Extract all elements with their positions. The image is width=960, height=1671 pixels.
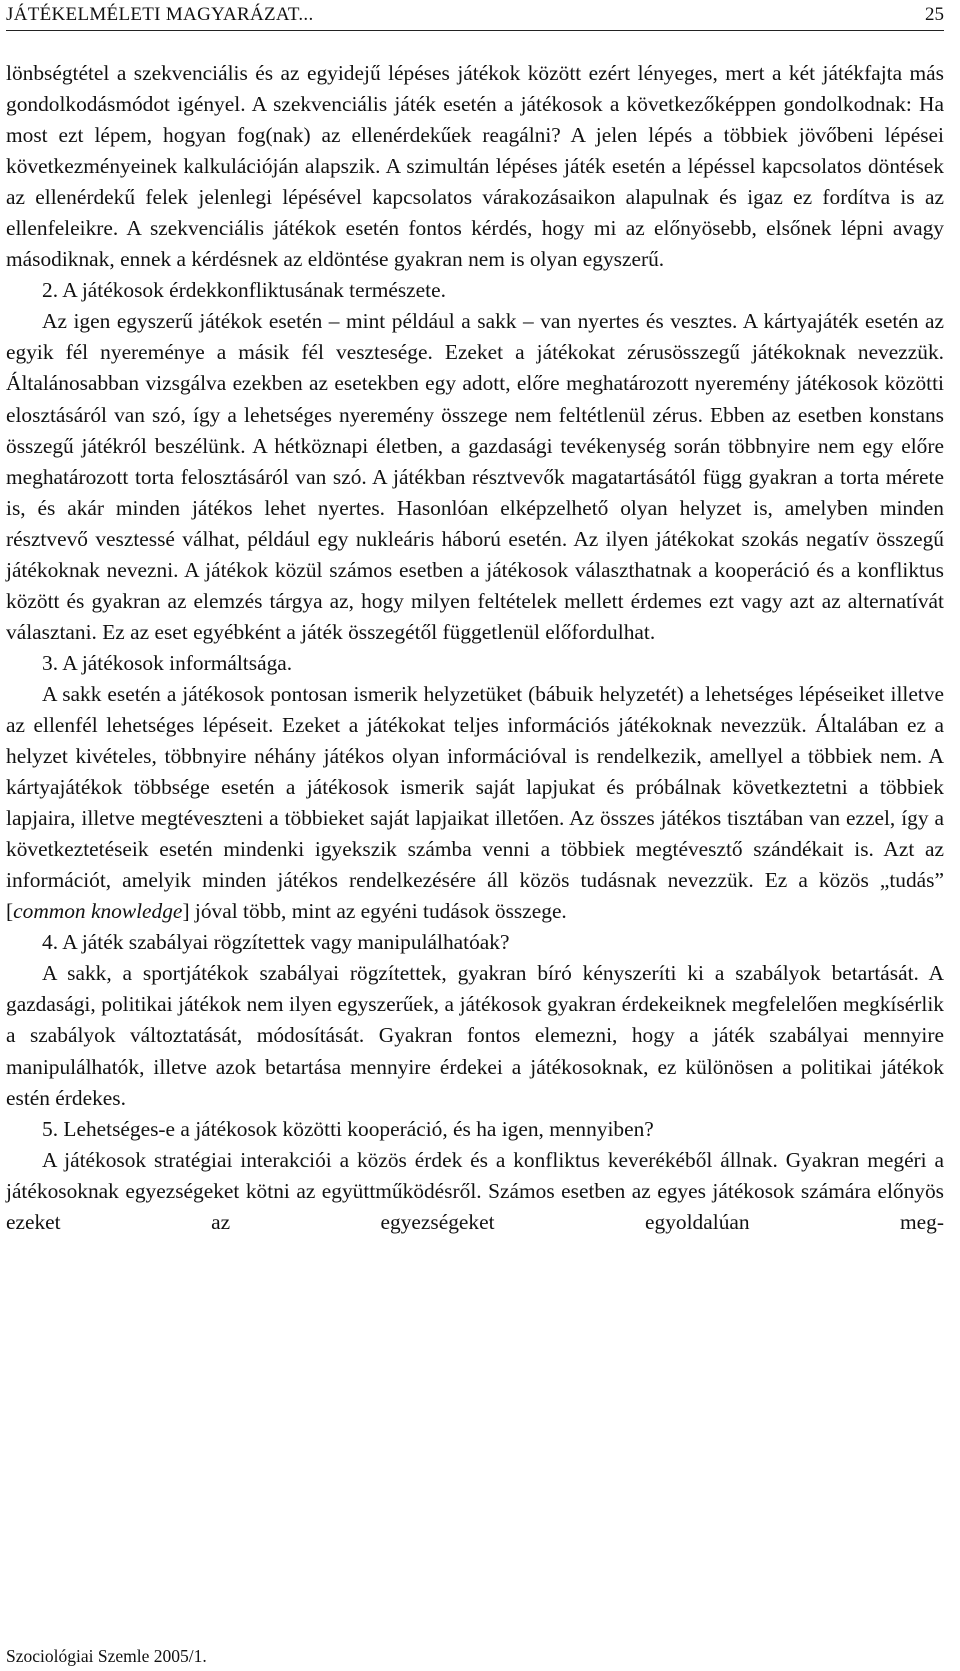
paragraph-information-text: A sakk esetén a játékosok pontosan ismerik helyzetüket (bábuik helyzetét) a lehetséges lépéseiket illetve az ellenfél lehetséges lépéseit. Ezeket a játékokat teljes információs játékoknak nevezzük. Általában ez a helyzet kivételes, többnyire néhány játékos olyan információval is rendelkezik, amellyel a többiek nem. A kártyajátékok többsége esetén a játékosok ismerik saját lapjukat és próbálnak következtetni a többiek lapjaira, illetve megtéveszteni a többieket saját lapjaikat illetően. Az összes játékos tisztában van ezzel, így a következtetéseik esetén mindenki igyekszik számba venni a többiek megtévesztő szándékait is. Azt az információt, amelyik minden játékos rendelkezésére áll közös tudásnak nevezzük. Ez a közös „tudás” [	[6, 681, 944, 924]
section-heading-3: 3. A játékosok informáltsága.	[42, 650, 293, 675]
paragraph-information	[6, 679, 944, 927]
journal-footer: Szociológiai Szemle 2005/1.	[6, 1646, 207, 1666]
paragraph-conflict: Az igen egyszerű játékok esetén – mint például a sakk – van nyertes és vesztes. A kártyajáték esetén az egyik fél nyereménye a másik fél vesztesége. Ezeket a játékokat zérusösszegű játékoknak nevezzük. Általánosabban vizsgálva ezekben az esetekben egy adott, előre meghatározott nyeremény játékosok közötti elosztásáról van szó, így a lehetséges nyeremény összege nem feltétlenül zérus. Ebben az esetben konstans összegű játékról beszélünk. A hétköznapi életben, a gazdasági tevékenység során többnyire nem egy előre meghatározott torta felosztásáról van szó. A játékban résztvevők magatartásától függ gyakran a torta mérete is, és akár minden játékos lehet nyertes. Hasonlóan elképzelhető olyan helyzet is, amelyben minden résztvevő vesztessé válhat, például egy nukleáris háború esetén. Az ilyen játékokat szokás negatív összegű játékoknak nevezni. A játékok közül számos esetben a játékosok választhatnak a kooperáció és a konfliktus között és gyakran az elemzés tárgya az, hogy milyen feltételek mellett érdemes ezt vagy azt az alternatívát választani. Ez az eset egyébként a játék összegétől függetlenül előfordulhat.	[6, 309, 944, 644]
paragraph-rules: A sakk, a sportjátékok szabályai rögzítettek, gyakran bíró kényszeríti ki a szabályok betartását. A gazdasági, politikai játékok nem ilyen egyszerűek, a játékosok gyakran érdekeiknek megfelelően megkísérlik a szabályok változtatását, módosítását. Gyakran fontos elemezni, hogy a játék szabályai mennyire manipulálhatók, illetve azok betartása mennyire érdekei a játékosoknak, ez különösen a politikai játékok estén érdekes.	[6, 961, 944, 1110]
paragraph-information-text-end: ] jóval több, mint az egyéni tudások összege.	[182, 899, 567, 924]
running-header	[6, 2, 944, 31]
paragraph-cooperation: A játékosok stratégiai interakciói a közös érdek és a konfliktus keverékéből állnak. Gyakran megéri a játékosoknak egyezségeket kötni az együttműködésről. Számos esetben az egyes játékosok számára előnyös ezeket az egyezségeket egyoldalúan meg-	[6, 1147, 944, 1234]
body-text	[6, 58, 944, 1238]
section-heading-2: 2. A játékosok érdekkonfliktusának természete.	[42, 278, 446, 303]
section-heading-4: 4. A játék szabályai rögzítettek vagy manipulálhatóak?	[42, 930, 510, 955]
italic-term: common knowledge	[13, 899, 183, 924]
paragraph-continued: lönbségtétel a szekvenciális és az egyidejű lépéses játékok között ezért lényeges, mert a két játékfajta más gondolkodásmódot igényel. A szekvenciális játék esetén a játékosok a következőképpen gondolkodnak: Ha most ezt lépem, hogyan fog(nak) az ellenérdekűek reagálni? A jelen lépés a többiek jövőbeni lépései következményeinek kalkulációján alapszik. A szimultán lépéses játék esetén a lépéssel kapcsolatos döntések az ellenérdekű felek jelenlegi lépésével kapcsolatos várakozásaikon alapulnak és igaz ez fordítva is az ellenfeleikre. A szekvenciális játékok esetén fontos kérdés, hogy mi az előnyösebb, elsőnek lépni avagy másodiknak, ennek a kérdésnek az eldöntése gyakran nem is olyan egyszerű.	[6, 61, 944, 272]
running-title: JÁTÉKELMÉLETI MAGYARÁZAT...	[6, 4, 314, 25]
section-heading-5: 5. Lehetséges-e a játékosok közötti kooperáció, és ha igen, mennyiben?	[42, 1116, 654, 1141]
page-number: 25	[925, 4, 944, 25]
